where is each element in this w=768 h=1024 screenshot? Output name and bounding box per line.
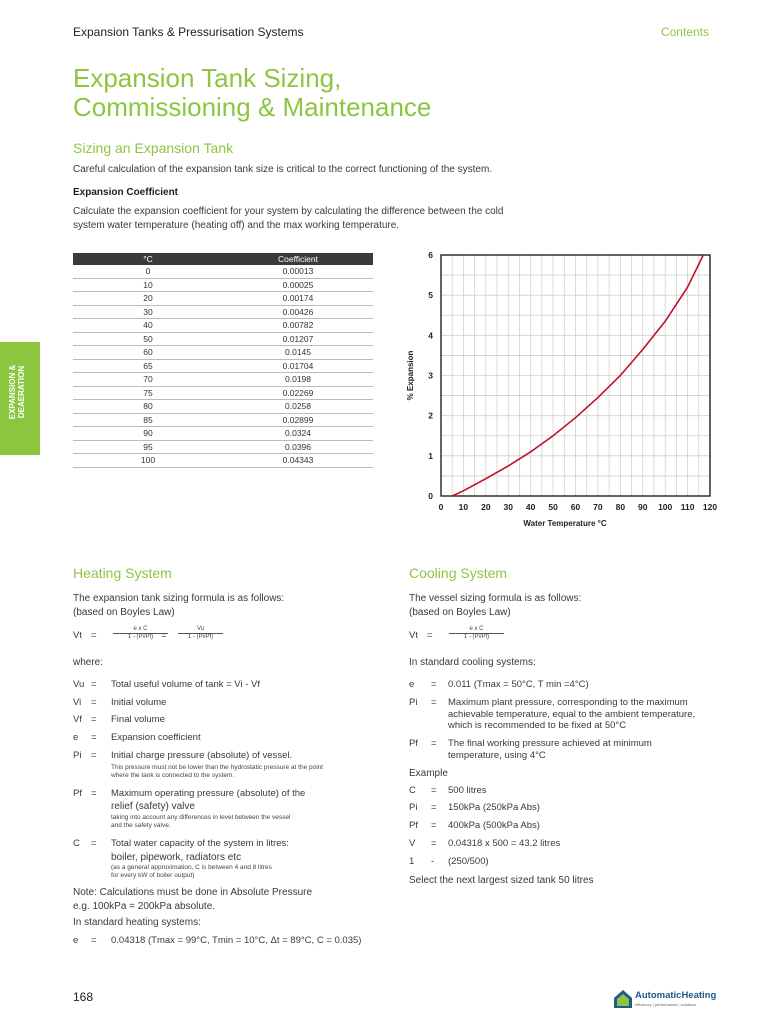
def-equals: = — [431, 802, 437, 813]
house-logo-icon — [613, 989, 633, 1009]
fraction-denominator: 1 - (Pi/Pf) — [463, 634, 490, 640]
x-tick-label: 80 — [615, 502, 626, 512]
x-tick-label: 20 — [481, 502, 491, 512]
coefficient-cell: 0.0324 — [223, 427, 373, 441]
cooling-conclusion: Select the next largest sized tank 50 litres — [409, 875, 594, 886]
fraction-numerator: Vu — [178, 626, 223, 634]
def-symbol: e — [409, 679, 415, 690]
temperature-cell: 75 — [73, 386, 223, 400]
def-text: Initial volume — [111, 697, 167, 708]
def-equals: = — [91, 679, 97, 690]
def-text: Initial charge pressure (absolute) of vessel. — [111, 750, 293, 761]
def-symbol: V — [409, 838, 416, 849]
table-row — [73, 359, 373, 373]
table-row — [73, 400, 373, 414]
table-row — [73, 278, 373, 292]
where-label: where: — [73, 657, 104, 668]
fraction-numerator: e x C — [113, 626, 168, 634]
coefficient-table — [73, 253, 373, 468]
def-text: Expansion coefficient — [111, 732, 201, 743]
def-symbol: C — [73, 838, 80, 849]
sizing-intro: Careful calculation of the expansion tank size is critical to the correct functioning of the system. — [73, 164, 493, 175]
heating-intro — [73, 592, 284, 619]
def-text: (250/500) — [448, 856, 489, 867]
def-text: Total water capacity of the system in litres: — [111, 838, 289, 849]
formula-equals: = — [161, 630, 167, 641]
coefficient-cell: 0.0396 — [223, 440, 373, 454]
heating-intro-line2: (based on Boyles Law) — [73, 606, 175, 618]
fraction-denominator: 1 - (Pi/Pf) — [127, 634, 154, 640]
absolute-pressure-note — [73, 886, 312, 913]
pf-note — [111, 814, 290, 830]
pi-note — [111, 764, 323, 780]
y-tick-label: 3 — [428, 370, 433, 381]
formula-fraction-1 — [113, 626, 168, 640]
automatic-heating-logo — [613, 987, 717, 1011]
def-symbol: Pf — [409, 820, 418, 831]
page-title-line2: Commissioning & Maintenance — [73, 92, 432, 122]
sizing-heading: Sizing an Expansion Tank — [73, 140, 234, 156]
x-tick-label: 10 — [458, 502, 469, 512]
def-equals: = — [91, 732, 97, 743]
pf-note-line1: taking into account any differences in level between the vessel — [111, 814, 291, 821]
expansion-chart — [400, 245, 720, 535]
table-header-cell: °C — [73, 253, 223, 265]
coefficient-cell: 0.00782 — [223, 319, 373, 333]
cooling-heading: Cooling System — [409, 565, 508, 581]
def-symbol: e — [73, 935, 79, 946]
example-label: Example — [409, 768, 448, 779]
formula-fraction — [449, 626, 504, 640]
def-equals: = — [91, 750, 97, 761]
temperature-cell: 90 — [73, 427, 223, 441]
temperature-cell: 0 — [73, 265, 223, 278]
temperature-cell: 10 — [73, 278, 223, 292]
coef-text-line1: Calculate the expansion coefficient for your system by calculating the difference between the cold — [73, 206, 504, 217]
y-tick-label: 5 — [428, 290, 433, 301]
x-tick-label: 40 — [525, 502, 536, 512]
temperature-cell: 100 — [73, 454, 223, 468]
note-line1: Note: Calculations must be done in Absolute Pressure — [73, 887, 313, 898]
x-tick-label: 30 — [503, 502, 513, 512]
side-tab-line1: EXPANSION & — [8, 364, 17, 420]
formula-lhs: Vt — [409, 630, 418, 641]
pi-line3: which is recommended to be fixed at 50°C — [448, 720, 627, 731]
c-note-line1: (as a general approximation, C is between 4 and 8 litres — [111, 864, 272, 871]
table-row — [73, 305, 373, 319]
def-text — [448, 697, 695, 732]
x-tick-label: 100 — [658, 502, 673, 512]
side-section-tab[interactable] — [0, 342, 40, 455]
heating-heading: Heating System — [73, 565, 172, 581]
c-note — [111, 864, 272, 880]
def-text: Final volume — [111, 714, 165, 725]
def-equals: = — [431, 820, 437, 831]
table-row — [73, 332, 373, 346]
coefficient-cell: 0.00025 — [223, 278, 373, 292]
x-tick-label: 110 — [680, 502, 695, 512]
coefficient-cell: 0.02899 — [223, 413, 373, 427]
cooling-intro-line1: The vessel sizing formula is as follows: — [409, 593, 582, 604]
logo-text: AutomaticHeating — [635, 990, 717, 1001]
def-equals: = — [431, 838, 437, 849]
chart-y-axis-label: % Expansion — [406, 350, 415, 401]
x-tick-label: 0 — [438, 502, 444, 512]
formula-fraction-2 — [178, 626, 223, 640]
cooling-standard: In standard cooling systems: — [409, 657, 536, 668]
header-title: Expansion Tanks & Pressurisation Systems — [73, 25, 304, 39]
y-tick-label: 2 — [428, 410, 433, 421]
table-header-row — [73, 253, 373, 265]
def-equals: = — [431, 679, 437, 690]
table-row — [73, 386, 373, 400]
def-text: 0.04318 x 500 = 43.2 litres — [448, 838, 561, 849]
temperature-cell: 70 — [73, 373, 223, 387]
pf-line2: temperature, using 4°C — [448, 749, 546, 761]
page-number: 168 — [73, 990, 94, 1004]
y-tick-label: 6 — [428, 250, 433, 260]
x-tick-label: 120 — [702, 502, 718, 512]
table-row — [73, 427, 373, 441]
def-text: Total useful volume of tank = Vi - Vf — [111, 679, 260, 690]
formula-equals: = — [427, 630, 433, 641]
note-line2: e.g. 100kPa = 200kPa absolute. — [73, 900, 216, 912]
def-equals: = — [431, 738, 437, 749]
def-equals: - — [431, 856, 435, 867]
def-symbol: Pi — [409, 697, 418, 708]
chart-grid — [441, 255, 710, 496]
pi-note-line1: This pressure must not be lower than the hydrostatic pressure at the point — [111, 764, 324, 771]
cooling-intro — [409, 592, 581, 619]
chart-x-axis-label: Water Temperature °C — [523, 519, 607, 528]
coefficient-cell: 0.04343 — [223, 454, 373, 468]
table-row — [73, 373, 373, 387]
x-tick-label: 50 — [548, 502, 558, 512]
table-row — [73, 413, 373, 427]
cooling-intro-line2: (based on Boyles Law) — [409, 606, 511, 618]
chart-ticks — [428, 250, 717, 512]
def-text: 500 litres — [448, 785, 487, 796]
def-symbol: Pi — [409, 802, 418, 813]
temperature-cell: 85 — [73, 413, 223, 427]
page-title — [73, 64, 431, 122]
def-equals: = — [91, 838, 97, 849]
temperature-cell: 65 — [73, 359, 223, 373]
temperature-cell: 20 — [73, 292, 223, 306]
def-equals: = — [91, 935, 97, 946]
pi-note-line2: where the tank is connected to the system. — [111, 772, 235, 779]
pf-note-line2: and the safety valve. — [111, 822, 171, 829]
temperature-cell: 60 — [73, 346, 223, 360]
table-row — [73, 440, 373, 454]
def-symbol: e — [73, 732, 79, 743]
temperature-cell: 30 — [73, 305, 223, 319]
def-equals: = — [91, 788, 97, 799]
x-tick-label: 70 — [593, 502, 603, 512]
table-row — [73, 346, 373, 360]
coefficient-cell: 0.00426 — [223, 305, 373, 319]
x-tick-label: 90 — [638, 502, 648, 512]
temperature-cell: 40 — [73, 319, 223, 333]
temperature-cell: 80 — [73, 400, 223, 414]
x-tick-label: 60 — [570, 502, 581, 512]
heating-intro-line1: The expansion tank sizing formula is as follows: — [73, 593, 285, 604]
def-text: 0.04318 (Tmax = 99°C, Tmin = 10°C, Δt = 89°C, C = 0.035) — [111, 935, 362, 946]
formula-equals: = — [91, 630, 97, 641]
table-row — [73, 265, 373, 278]
def-equals: = — [431, 785, 437, 796]
def-text: 400kPa (500kPa Abs) — [448, 820, 540, 831]
table-row — [73, 454, 373, 468]
def-text — [448, 738, 652, 761]
page-title-line1: Expansion Tank Sizing, — [73, 63, 342, 93]
pi-line2: achievable temperature, equal to the ambient temperature, — [448, 708, 696, 720]
side-tab-line2: DEAERATION — [17, 365, 26, 419]
fraction-denominator: 1 - (Pi/Pf) — [187, 634, 214, 640]
def-symbol: Pf — [73, 788, 82, 799]
coefficient-cell: 0.01207 — [223, 332, 373, 346]
coef-text — [73, 205, 503, 232]
def-text: Maximum operating pressure (absolute) of the — [111, 788, 306, 799]
def-text: 150kPa (250kPa Abs) — [448, 802, 540, 813]
def-equals: = — [91, 714, 97, 725]
contents-link[interactable]: Contents — [660, 25, 709, 39]
heating-standard: In standard heating systems: — [73, 917, 201, 928]
table-row — [73, 292, 373, 306]
def-symbol: C — [409, 785, 416, 796]
coefficient-cell: 0.0198 — [223, 373, 373, 387]
coefficient-cell: 0.00174 — [223, 292, 373, 306]
coef-heading: Expansion Coefficient — [73, 187, 179, 198]
y-tick-label: 1 — [428, 450, 433, 461]
def-symbol: 1 — [409, 856, 415, 867]
pi-line1: Maximum plant pressure, corresponding to the maximum — [448, 697, 688, 708]
temperature-cell: 50 — [73, 332, 223, 346]
coefficient-cell: 0.01704 — [223, 359, 373, 373]
table-header-cell: Coefficient — [223, 253, 373, 265]
pf-line1: The final working pressure achieved at minimum — [448, 738, 652, 749]
def-symbol: Vf — [73, 714, 82, 725]
def-symbol: Pf — [409, 738, 418, 749]
def-symbol: Pi — [73, 750, 82, 761]
fraction-numerator: e x C — [449, 626, 504, 634]
coefficient-cell: 0.00013 — [223, 265, 373, 278]
def-symbol: Vu — [73, 679, 85, 690]
pf-line2: relief (safety) valve — [111, 801, 195, 812]
coefficient-cell: 0.0145 — [223, 346, 373, 360]
temperature-cell: 95 — [73, 440, 223, 454]
formula-lhs: Vt — [73, 630, 82, 641]
logo-tagline: efficiency | performance | solutions — [635, 1002, 697, 1007]
def-equals: = — [431, 697, 437, 708]
y-tick-label: 0 — [428, 491, 433, 501]
coef-text-line2: system water temperature (heating off) and the max working temperature. — [73, 219, 400, 231]
coefficient-cell: 0.02269 — [223, 386, 373, 400]
def-equals: = — [91, 697, 97, 708]
c-note-line2: for every kW of boiler output) — [111, 872, 195, 879]
y-tick-label: 4 — [428, 330, 433, 341]
def-symbol: Vi — [73, 697, 82, 708]
table-row — [73, 319, 373, 333]
coefficient-cell: 0.0258 — [223, 400, 373, 414]
c-line2: boiler, pipework, radiators etc — [111, 852, 242, 863]
def-text: 0.011 (Tmax = 50°C, T min =4°C) — [448, 679, 589, 690]
